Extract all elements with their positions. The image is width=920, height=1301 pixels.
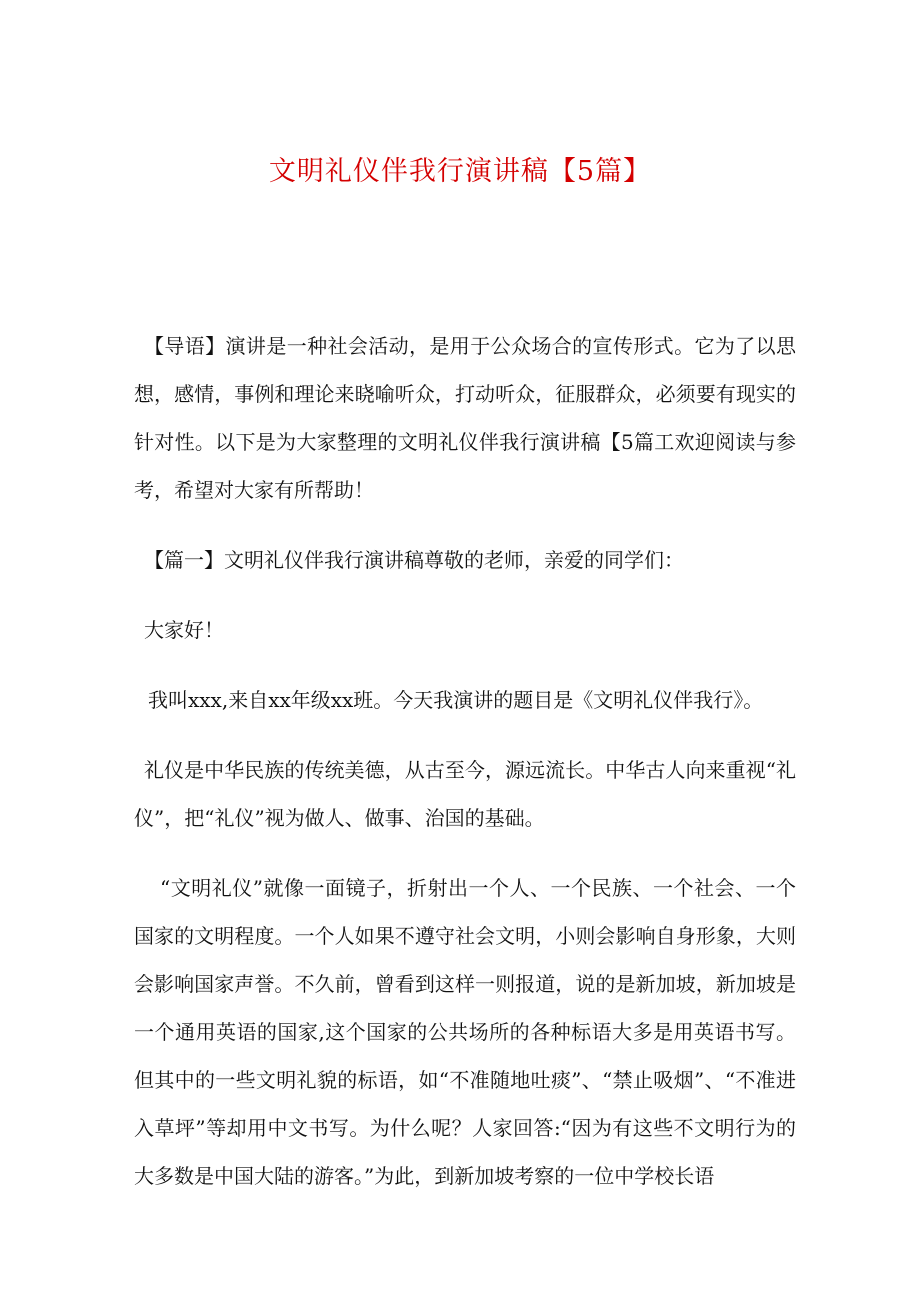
document-body bbox=[134, 322, 796, 1200]
greeting-paragraph: 大家好！ bbox=[144, 618, 224, 642]
mirror-analogy-paragraph: “文明礼仪”就像一面镜子，折射出一个人、一个民族、一个社会、一个国家的文明程度。一个人如果不遵守社会文明，小则会影响自身形象，大则会影响国家声誉。不久前，曾看到这样一则报道，说的是新加坡，新加坡是一个通用英语的国家,这个国家的公共场所的各种标语大多是用英语书写。但其中的一些文明礼貌的标语，如“不准随地吐痰”、“禁止吸烟”、“不准进入草坪”等却用中文书写。为什么呢？人家回答:“因为有这些不文明行为的大多数是中国大陆的游客。”为此，到新加坡考察的一位中学校长语 bbox=[134, 876, 796, 1188]
intro-paragraph: 【导语】演讲是一种社会活动，是用于公众场合的宣传形式。它为了以思想，感情，事例和理论来晓喻听众，打动听众，征服群众，必须要有现实的针对性。以下是为大家整理的文明礼仪伴我行演讲稿【5篇工欢迎阅读与参考，希望对大家有所帮助！ bbox=[134, 334, 796, 502]
self-intro-paragraph: 我叫xxx,来自xx年级xx班。今天我演讲的题目是《文明礼仪伴我行》。 bbox=[148, 688, 764, 712]
etiquette-tradition-paragraph: 礼仪是中华民族的传统美德，从古至今，源远流长。中华古人向来重视“礼仪”，把“礼仪”视为做人、做事、治国的基础。 bbox=[134, 758, 796, 830]
section-heading-paragraph: 【篇一】文明礼仪伴我行演讲稿尊敬的老师，亲爱的同学们： bbox=[144, 548, 684, 572]
document-title: 文明礼仪伴我行演讲稿【5篇】 bbox=[268, 156, 652, 187]
